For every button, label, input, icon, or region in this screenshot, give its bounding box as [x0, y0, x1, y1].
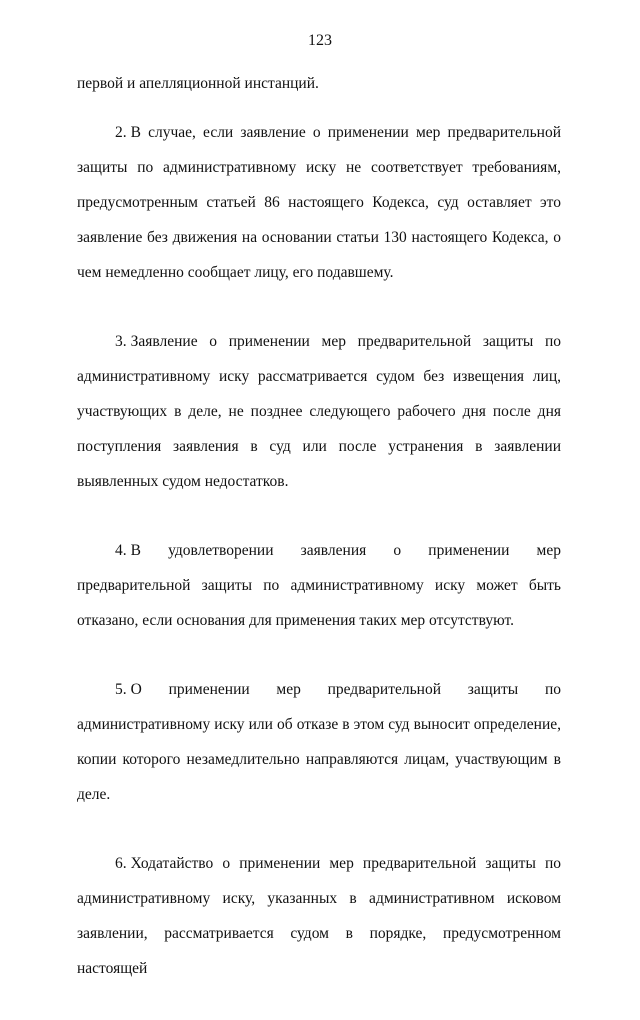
paragraph-text: В удовлетворении заявления о применении мер предварительной защиты по административному иску может быть отказано, если основания для применения таких мер отсутствуют. — [77, 542, 561, 629]
paragraph-5 — [77, 672, 561, 812]
document-body — [77, 66, 561, 1020]
paragraph-number: 4. — [115, 542, 127, 559]
paragraph-text: Ходатайство о применении мер предварительной защиты по административному иску, указанных в административном исковом заявлении, рассматривается судом в порядке, предусмотренном настоящей — [77, 855, 561, 977]
paragraph-number: 5. — [115, 681, 127, 698]
paragraph-text: О применении мер предварительной защиты по административному иску или об отказе в этом суд выносит определение, копии которого незамедлительно направляются лицам, участвующим в деле. — [77, 681, 561, 803]
paragraph-text: первой и апелляционной инстанций. — [77, 75, 319, 92]
paragraph-text: Заявление о применении мер предварительной защиты по административному иску рассматривается судом без извещения лиц, участвующих в деле, не позднее следующего рабочего дня после дня поступления заявления в суд или после устранения в заявлении выявленных судом недостатков. — [77, 333, 561, 490]
paragraph-number: 2. — [115, 124, 127, 141]
paragraph-2 — [77, 115, 561, 290]
paragraph-continuation — [77, 66, 561, 101]
paragraph-6 — [77, 846, 561, 986]
paragraph-4 — [77, 533, 561, 638]
paragraph-3 — [77, 324, 561, 499]
page-number: 123 — [308, 32, 332, 49]
paragraph-text: В случае, если заявление о применении мер предварительной защиты по административному иску не соответствует требованиям, предусмотренным статьей 86 настоящего Кодекса, суд оставляет это заявление без движения на основании статьи 130 настоящего Кодекса, о чем немедленно сообщает лицу, его подавшему. — [77, 124, 561, 281]
paragraph-number: 6. — [115, 855, 127, 872]
paragraph-number: 3. — [115, 333, 127, 350]
